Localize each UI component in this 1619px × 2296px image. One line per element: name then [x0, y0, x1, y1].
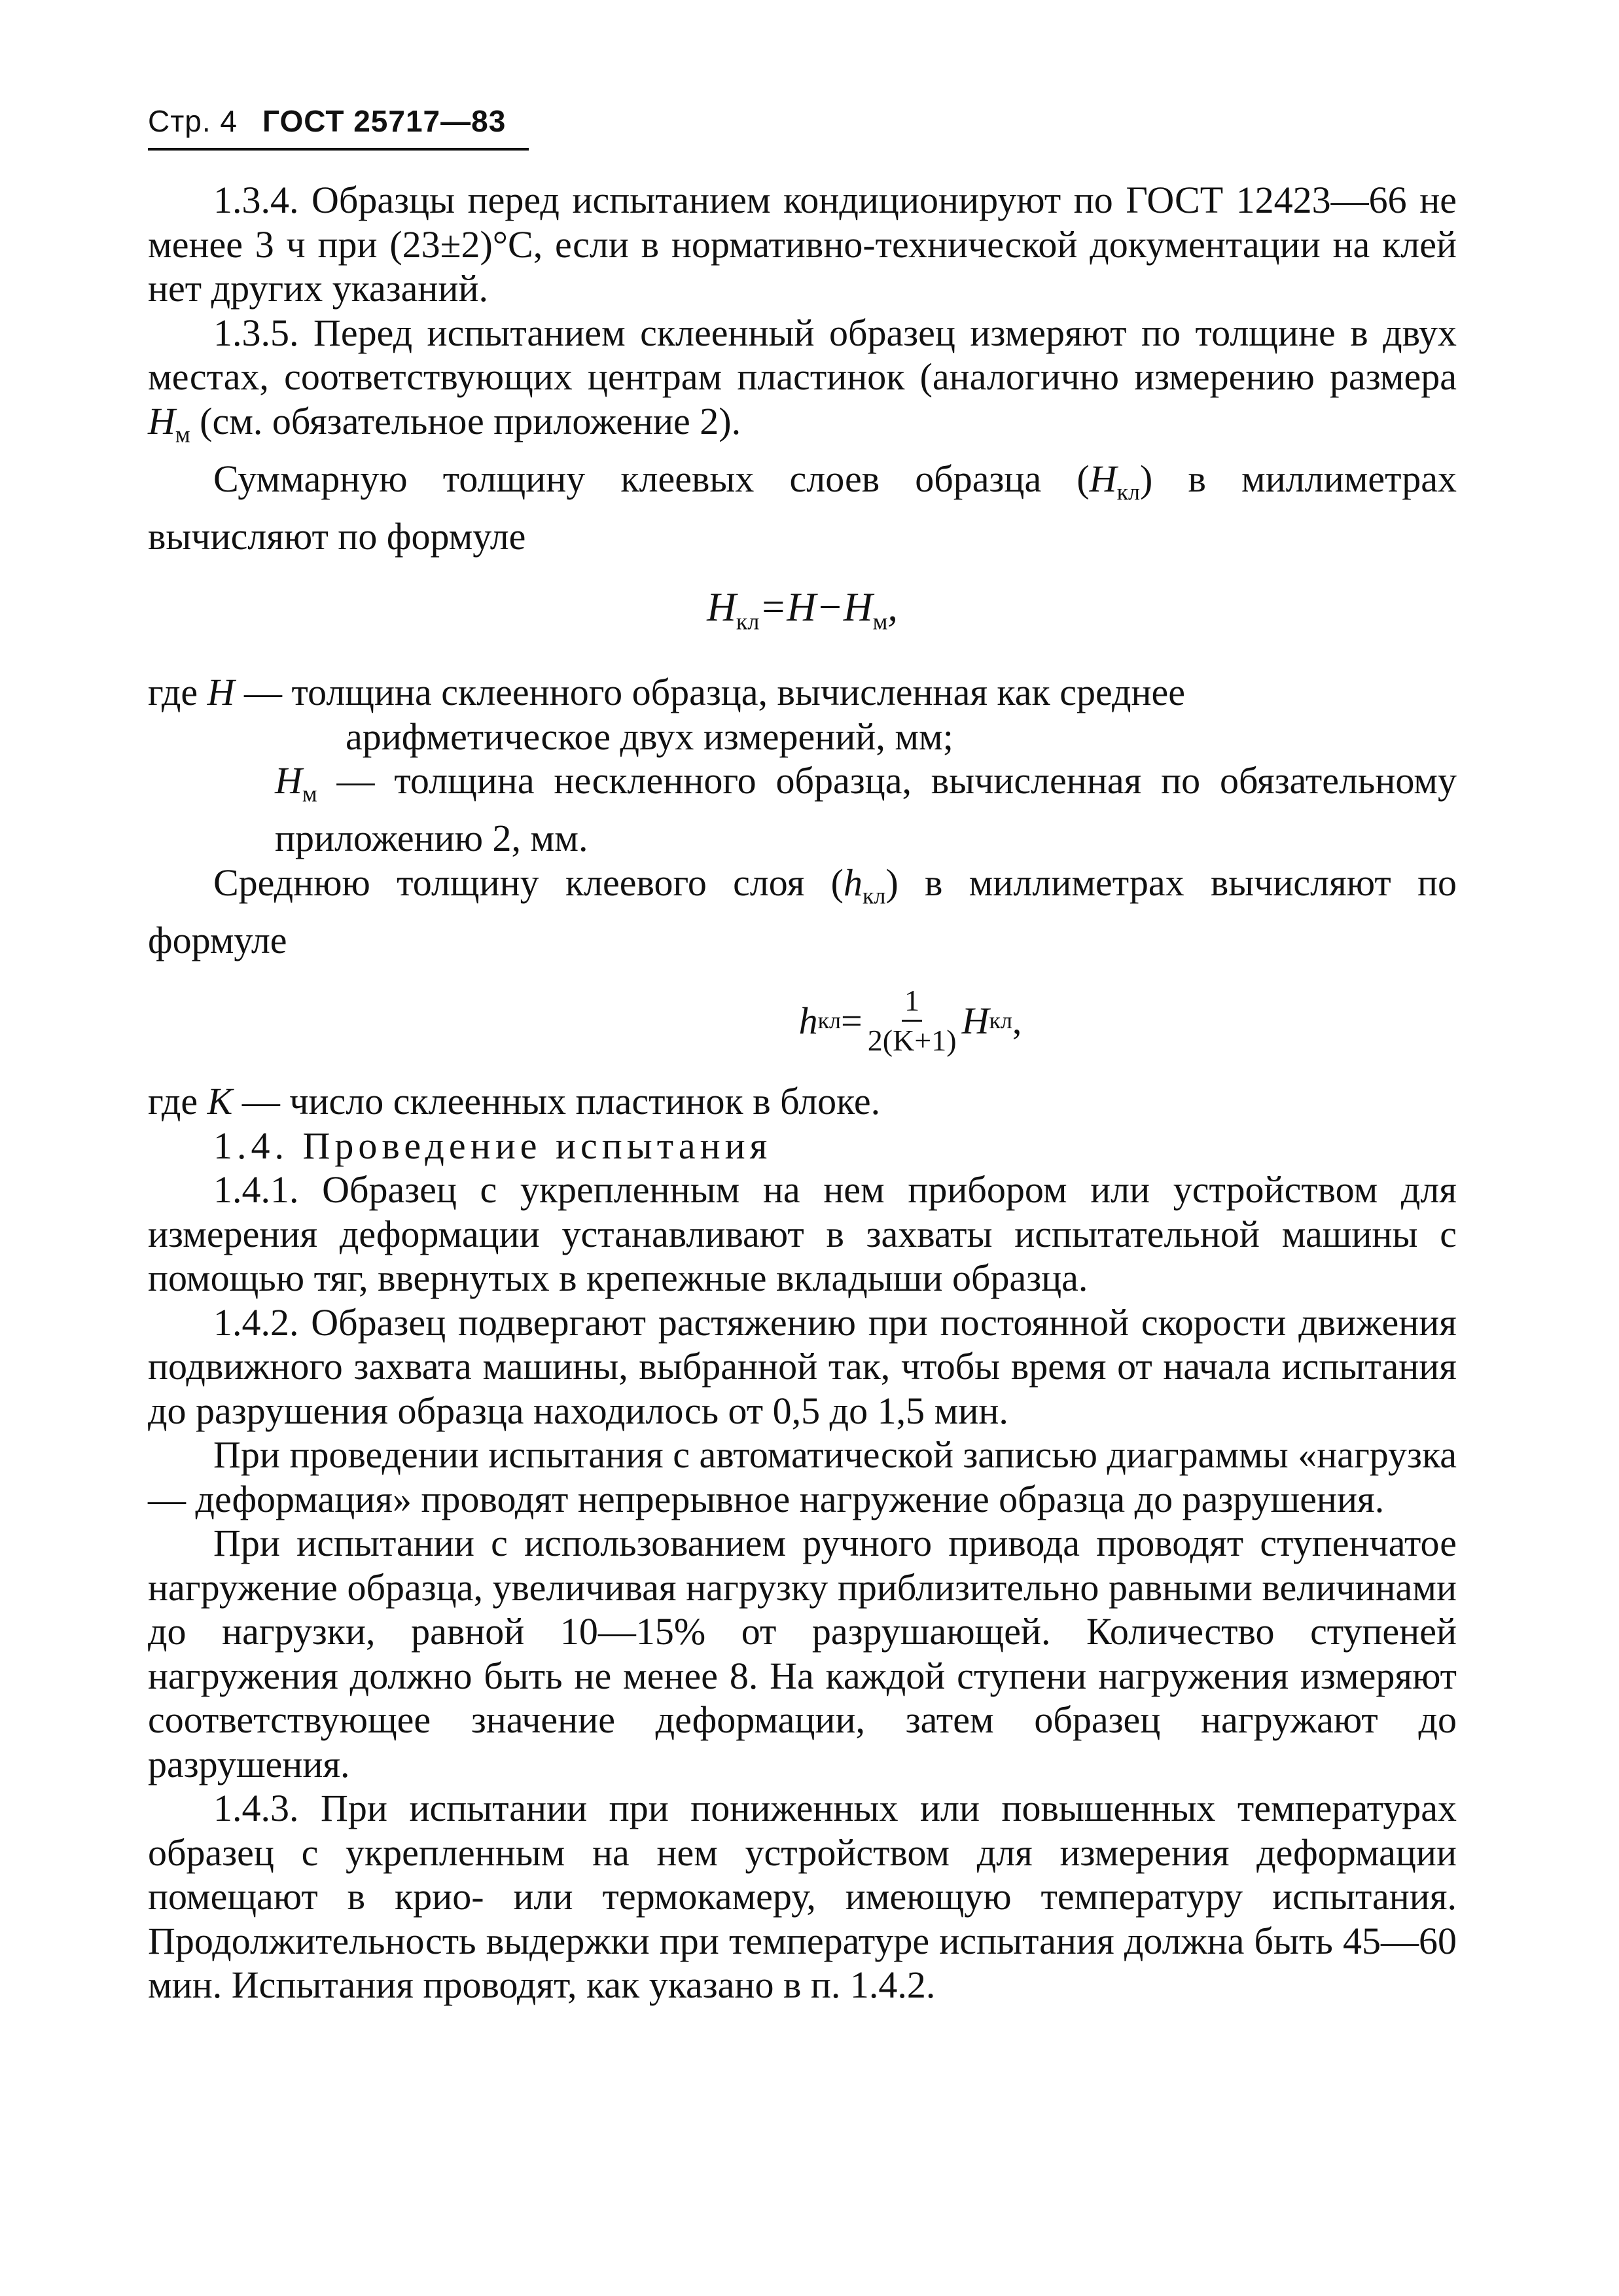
mean-tail: ) в миллиметрах вычисляют по формуле [148, 861, 1457, 961]
page-number: Стр. 4 [148, 104, 238, 138]
definition-k-text: — число склеенных пластинок в блоке. [232, 1080, 881, 1123]
symbol-lower-h-kl: h [843, 861, 863, 904]
formula2-lhs: h [798, 999, 818, 1043]
fraction [868, 982, 957, 1060]
symbol-h-kl: H [1089, 457, 1117, 500]
definition-h-m [211, 759, 1457, 861]
symbol-lower-h-kl-sub: кл [862, 882, 886, 909]
formula1-end: , [887, 585, 898, 630]
definition-text: — толщина нескленного образца, вычисленная по обязательному приложению 2, мм. [275, 759, 1457, 860]
paragraph-1-4-1: 1.4.1. Образец с укрепленным на нем прибором или устройством для измерения деформации устанавливают в захваты испытательной машины с помощью тяг, ввернутых в крепежные вкладыши образца. [148, 1168, 1457, 1300]
fraction-numerator: 1 [902, 982, 922, 1022]
formula2-end: , [1012, 999, 1022, 1043]
definition-prefix: где [148, 671, 198, 714]
definition-text: — толщина склеенного образца, вычисленная как среднее [234, 671, 1185, 714]
standard-code: ГОСТ 25717—83 [262, 104, 507, 138]
formula1-rhs: =H−H [759, 585, 873, 630]
definition-k-symbol: K [207, 1080, 233, 1123]
sum-tail: ) в миллиметрах вычисляют по формуле [148, 457, 1457, 558]
symbol-h-kl-sub: кл [1116, 478, 1141, 505]
paragraph-1-4-3: 1.4.3. При испытании при пониженных или повышенных температурах образец с укрепленным на нем устройством для измерения деформации помещают в крио- или термокамеру, имеющую температуру испытания. Продолжительность выдержки при температуре испытания должна быть 45—60 мин. Испытания проводят, как указано в п. 1.4.2. [148, 1787, 1457, 2007]
symbol-h-m-sub: м [175, 421, 190, 448]
paragraph-1-3-5-tail: (см. обязательное приложение 2). [190, 399, 741, 442]
definition-symbol: H [275, 759, 302, 802]
definition-symbol-sub: м [302, 780, 317, 807]
paragraph-1-3-5-text: 1.3.5. Перед испытанием склеенный образец измеряют по толщине в двух местах, соответствующих центрам пластинок (аналогично измерению размера [148, 311, 1457, 398]
definition-symbol: H [207, 671, 235, 714]
paragraph-manual-drive: При испытании с использованием ручного привода проводят ступенчатое нагружение образца, увеличивая нагрузку приблизительно равными величинами до нагрузки, равной 10—15% от разрушающей. Количество ступеней нагружения должно быть не менее 8. На каждой ступени нагружения измеряют соответствующее значение деформации, затем образец нагружают до разрушения. [148, 1522, 1457, 1785]
paragraph-1-4-2: 1.4.2. Образец подвергают растяжению при постоянной скорости движения подвижного захвата машины, выбранной так, чтобы время от начала испытания до разрушения образца находилось от 0,5 до 1,5 мин. [148, 1300, 1457, 1432]
formula2-rhs-sub: кл [989, 1007, 1012, 1034]
paragraph-1-3-4: 1.3.4. Образцы перед испытанием кондиционируют по ГОСТ 12423—66 не менее 3 ч при (23±2)°С, если в нормативно-технической документации на клей нет других указаний. [148, 179, 1457, 310]
definition-k-prefix: где [148, 1080, 198, 1123]
document-body [148, 178, 1457, 2007]
paragraph-mean-thickness [148, 861, 1457, 963]
symbol-h-m: H [148, 399, 175, 442]
paragraph-automatic-recording: При проведении испытания с автоматической записью диаграммы «нагрузка — деформация» проводят непрерывное нагружение образца до разрушения. [148, 1433, 1457, 1520]
sum-text: Суммарную толщину клеевых слоев образца ( [213, 457, 1090, 500]
formula1-lhs-sub: кл [736, 608, 760, 635]
fraction-denominator: 2(K+1) [867, 1024, 957, 1058]
formula1-rhs-sub: м [872, 608, 888, 635]
formula-lower-h-kl [364, 982, 1457, 1060]
section-1-4-heading: 1.4. Проведение испытания [213, 1124, 772, 1167]
formula2-rhs: H [961, 999, 989, 1043]
page-header [148, 103, 506, 139]
definition-h-continued: арифметическое двух измерений, мм; [346, 715, 953, 758]
definition-k [148, 1079, 1457, 1124]
definition-h [148, 670, 1457, 715]
definitions-1 [148, 670, 1457, 861]
header-rule [148, 148, 529, 151]
paragraph-1-3-5 [148, 311, 1457, 457]
mean-text: Среднюю толщину клеевого слоя ( [213, 861, 844, 904]
formula-h-kl [148, 586, 1457, 644]
formula2-lhs-sub: кл [817, 1007, 842, 1034]
formula2-eq: = [841, 999, 863, 1043]
paragraph-sum-thickness [148, 457, 1457, 559]
formula1-lhs: H [707, 585, 736, 630]
